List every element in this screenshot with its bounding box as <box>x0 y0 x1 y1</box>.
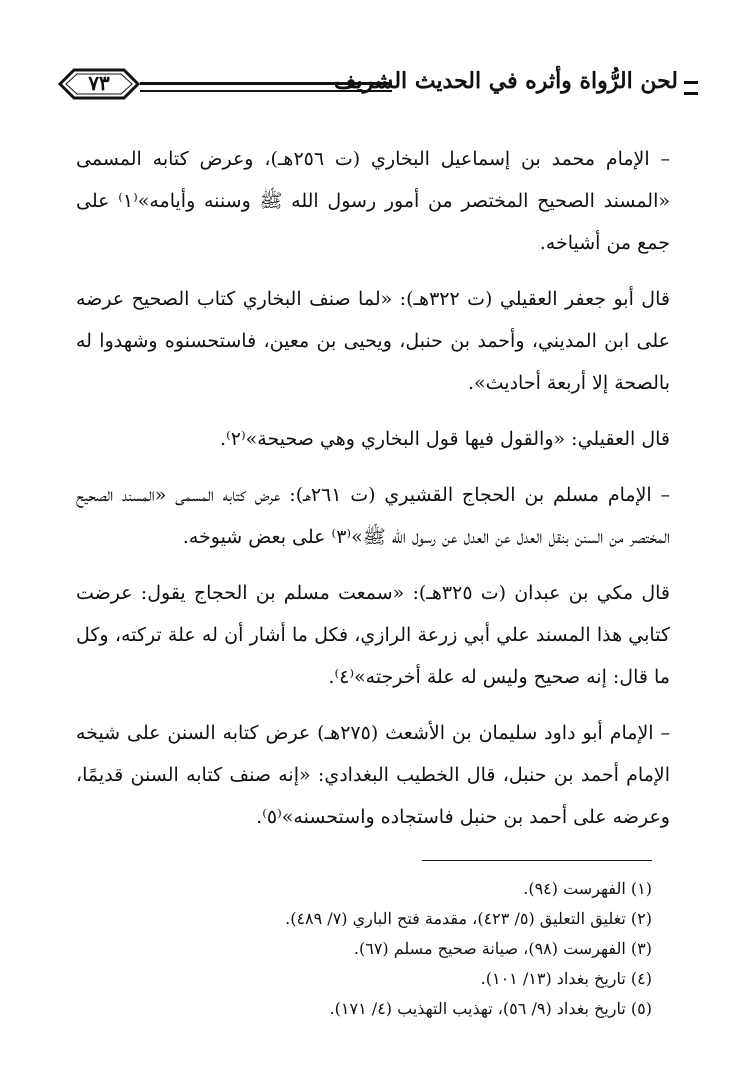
footnote-3: (٣) الفهرست (٩٨)، صيانة صحيح مسلم (٦٧). <box>353 939 652 958</box>
title-ornament <box>684 81 698 95</box>
paragraph-uqayli-quote: قال أبو جعفر العقيلي (ت ٣٢٢هـ): «لما صنف البخاري كتاب الصحيح عرضه على ابن المديني، وأحمد بن حنبل، ويحيى بن معين، فاستحسنوه وشهدوا له بالصحة إلا أربعة أحاديث». <box>76 288 670 394</box>
header-rule <box>140 82 392 92</box>
page-number-badge <box>58 67 140 101</box>
footnote-separator <box>422 860 652 861</box>
main-text <box>76 138 670 852</box>
footnote-5: (٥) تاريخ بغداد (٩/ ٥٦)، تهذيب التهذيب (٤/ ١٧١). <box>329 999 652 1018</box>
paragraph-muslim: – الإمام مسلم بن الحجاج القشيري (ت ٢٦١هـ): عرض كتابه المسمى «المسند الصحيح المختصر من السنن بنقل العدل عن العدل عن رسول الله ﷺ»⁽٣⁾ على بعض شيوخه. <box>76 484 671 548</box>
paragraph-abu-dawud: – الإمام أبو داود سليمان بن الأشعث (٢٧٥هـ) عرض كتابه السنن على شيخه الإمام أحمد بن حنبل، قال الخطيب البغدادي: «إنه صنف كتابه السنن قديمًا، وعرضه على أحمد بن حنبل فاستجاده واستحسنه»⁽٥⁾. <box>76 722 670 828</box>
footnotes <box>132 874 652 1024</box>
paragraph-bukhari: – الإمام محمد بن إسماعيل البخاري (ت ٢٥٦هـ)، وعرض كتابه المسمى «المسند الصحيح المختصر من أمور رسول الله ﷺ وسننه وأيامه»⁽١⁾ على جمع من أشياخه. <box>76 148 670 254</box>
footnote-2: (٢) تغليق التعليق (٥/ ٤٢٣)، مقدمة فتح الباري (٧/ ٤٨٩). <box>285 909 652 928</box>
footnote-4: (٤) تاريخ بغداد (١٣/ ١٠١). <box>480 969 652 988</box>
running-title: لحن الرُّواة وأثره في الحديث الشريف <box>333 68 678 94</box>
page-number: ٧٣ <box>88 71 110 95</box>
page-header <box>58 62 698 112</box>
paragraph-makki-quote: قال مكي بن عبدان (ت ٣٢٥هـ): «سمعت مسلم بن الحجاج يقول: عرضت كتابي هذا المسند علي أبي زرعة الرازي، فكل ما أشار أن له علة تركته، وكل ما قال: إنه صحيح وليس له علة أخرجته»⁽٤⁾. <box>76 582 670 688</box>
paragraph-uqayli-comment: قال العقيلي: «والقول فيها قول البخاري وهي صحيحة»⁽٢⁾. <box>220 428 670 450</box>
footnote-1: (١) الفهرست (٩٤). <box>523 879 652 898</box>
